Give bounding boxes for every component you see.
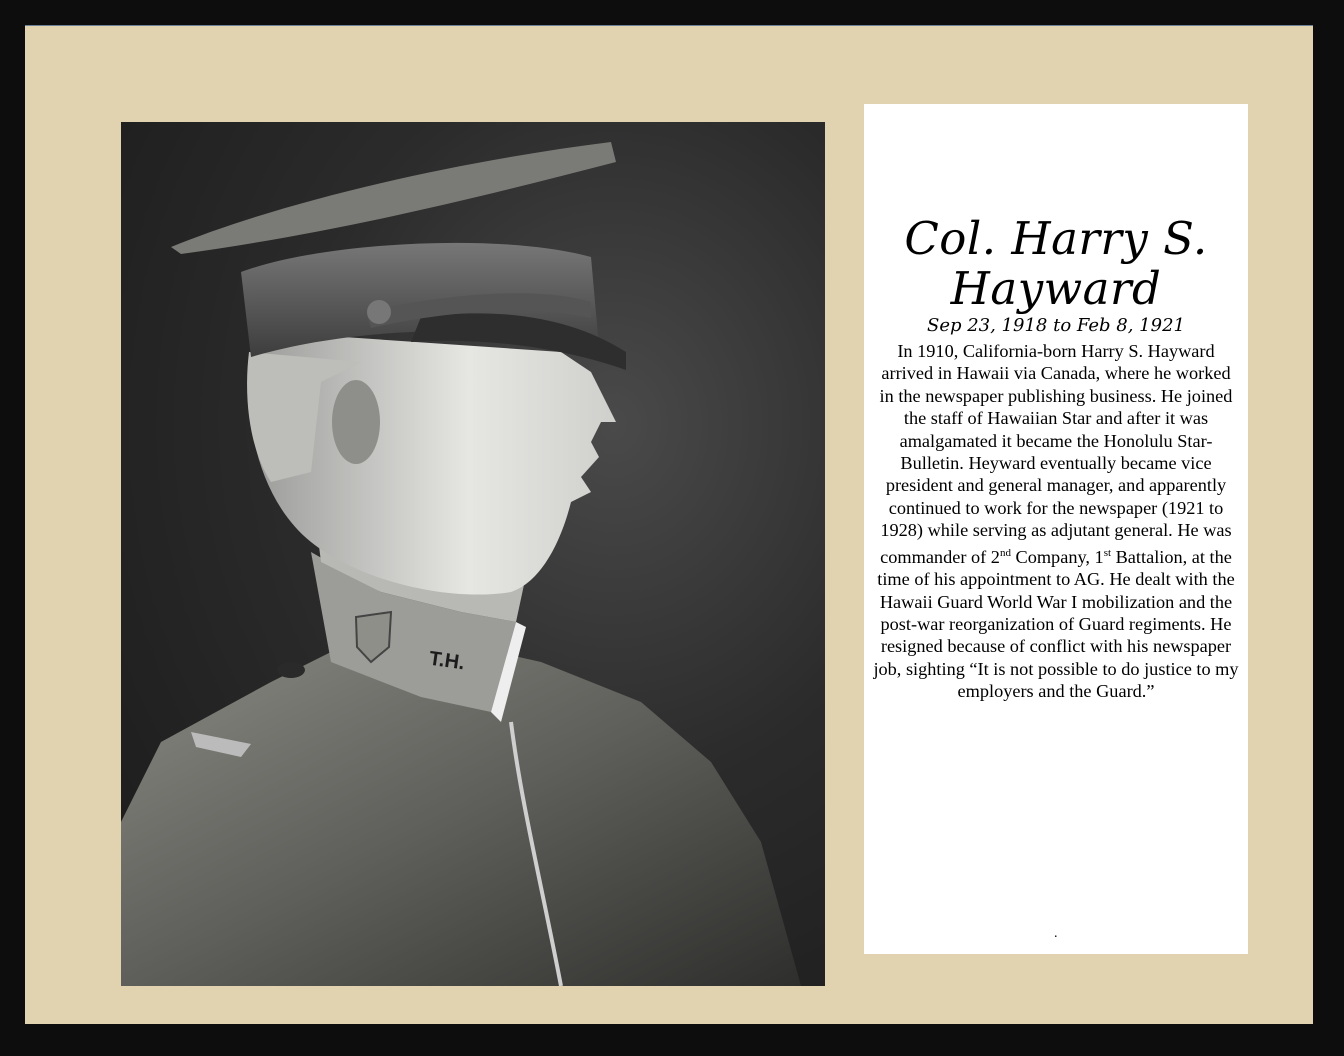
title-line-1: Col. Harry S. — [904, 212, 1208, 265]
title-line-2: Hayward — [950, 262, 1162, 315]
biography-card — [864, 104, 1248, 954]
bio-part-2: Company, 1 — [1010, 546, 1104, 567]
portrait-photo — [121, 122, 825, 986]
service-dates: Sep 23, 1918 to Feb 8, 1921 — [926, 315, 1185, 336]
bio-part-3: Battalion, at the time of his appointment to AG. He dealt with the Hawaii Guard World War I mobilization and the post-war reorganization of Guard regiments. He resigned because of conflict with his newspaper job, sighting “It is not possible to do justice to my employers and the Guard.” — [873, 546, 1239, 702]
bio-part-1: In 1910, California-born Harry S. Hayward arrived in Hawaii via Canada, where he worked in the newspaper publishing business. He joined the staff of Hawaiian Star and after it was amalgamated it became the Honolulu Star-Bulletin. Heyward eventually became vice president and general manager, and apparently continued to work for the newspaper (1921 to 1928) while serving as adjutant general. He was commander of 2 — [879, 341, 1233, 567]
card-title — [864, 214, 1248, 314]
superscript-nd: nd — [999, 546, 1011, 559]
portrait-illustration — [121, 122, 825, 986]
footer-mark: . — [1054, 926, 1058, 941]
superscript-st: st — [1103, 546, 1112, 559]
collar-insignia-text: T.H. — [427, 647, 466, 675]
photo-mat — [25, 25, 1313, 1024]
biography-text — [872, 340, 1240, 703]
